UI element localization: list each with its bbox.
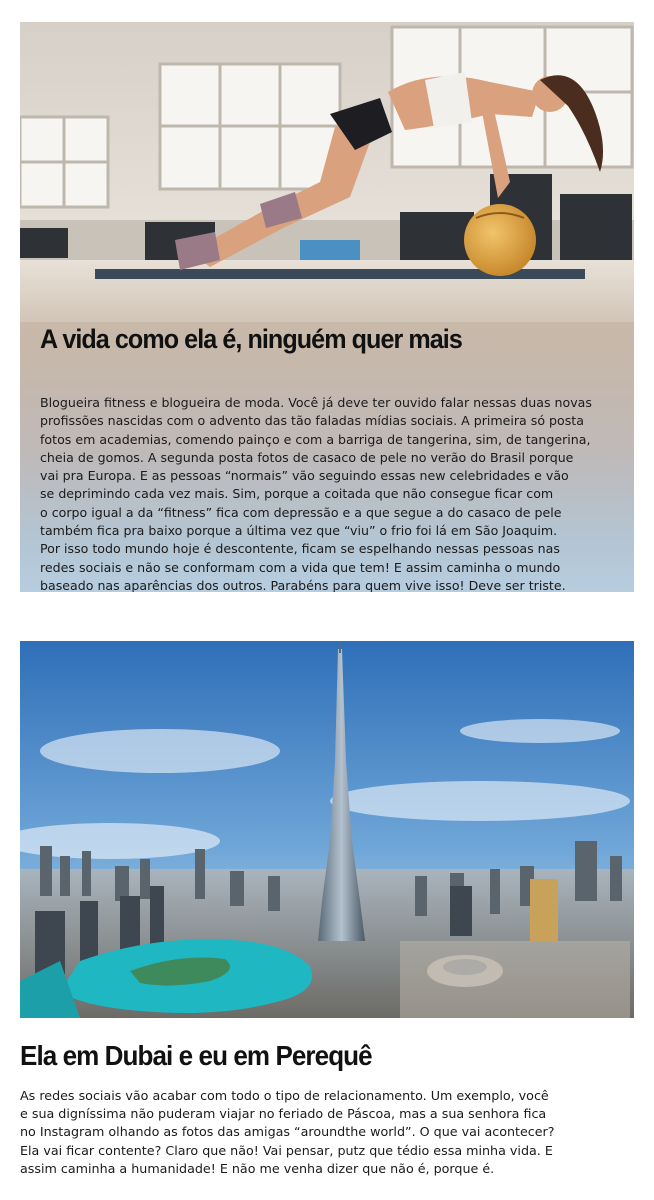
article-body <box>20 1087 640 1178</box>
article-title: A vida como ela é, ninguém quer mais <box>40 324 462 354</box>
body-line: baseado nas aparências dos outros. Parabéns para quem vive isso! Deve ser triste. <box>40 577 566 592</box>
body-line: Por isso todo mundo hoje é descontente, ficam se espelhando nessas pessoas nas <box>40 541 560 557</box>
body-line: cheia de gomos. A segunda posta fotos de casaco de pele no verão do Brasil porque <box>40 449 574 465</box>
article-title: Ela em Dubai e eu em Perequê <box>20 1040 372 1071</box>
gym-photo <box>20 22 634 322</box>
body-line: fotos em academias, comendo painço e com a barriga de tangerina, sim, de tangerina, <box>40 431 591 447</box>
fitness-article-panel <box>20 22 634 592</box>
body-line: assim caminha a humanidade! E não me venha dizer que não é, porque é. <box>20 1160 495 1176</box>
body-line: redes sociais e não se conformam com a vida que tem! E assim caminha o mundo <box>40 559 561 575</box>
body-line: e sua digníssima não puderam viajar no feriado de Páscoa, mas a sua senhora fica <box>20 1106 547 1122</box>
medicine-ball-icon <box>464 204 536 276</box>
body-line: também fica pra baixo porque a última vez que “viu” o frio foi lá em São Joaquim. <box>40 523 558 539</box>
dubai-photo <box>20 641 634 1018</box>
body-line: no Instagram olhando as fotos das amigas “aroundthe world”. O que vai acontecer? <box>20 1124 555 1140</box>
body-line: Ela vai ficar contente? Claro que não! Vai pensar, putz que tédio essa minha vida. E <box>20 1142 553 1158</box>
body-line: profissões nascidas com o advento das tão faladas mídias sociais. A primeira só posta <box>40 413 584 429</box>
body-line: vai pra Europa. E as pessoas “normais” vão seguindo essas new celebridades e vão <box>40 468 569 484</box>
body-line: As redes sociais vão acabar com todo o tipo de relacionamento. Um exemplo, você <box>20 1088 549 1103</box>
body-line: se deprimindo cada vez mais. Sim, porque a coitada que não consegue ficar com <box>40 486 554 502</box>
article-body <box>40 394 622 592</box>
body-line: o corpo igual a da “fitness” fica com depressão e a que segue a do casaco de pele <box>40 504 562 520</box>
body-line: Blogueira fitness e blogueira de moda. Você já deve ter ouvido falar nessas duas novas <box>40 395 592 410</box>
